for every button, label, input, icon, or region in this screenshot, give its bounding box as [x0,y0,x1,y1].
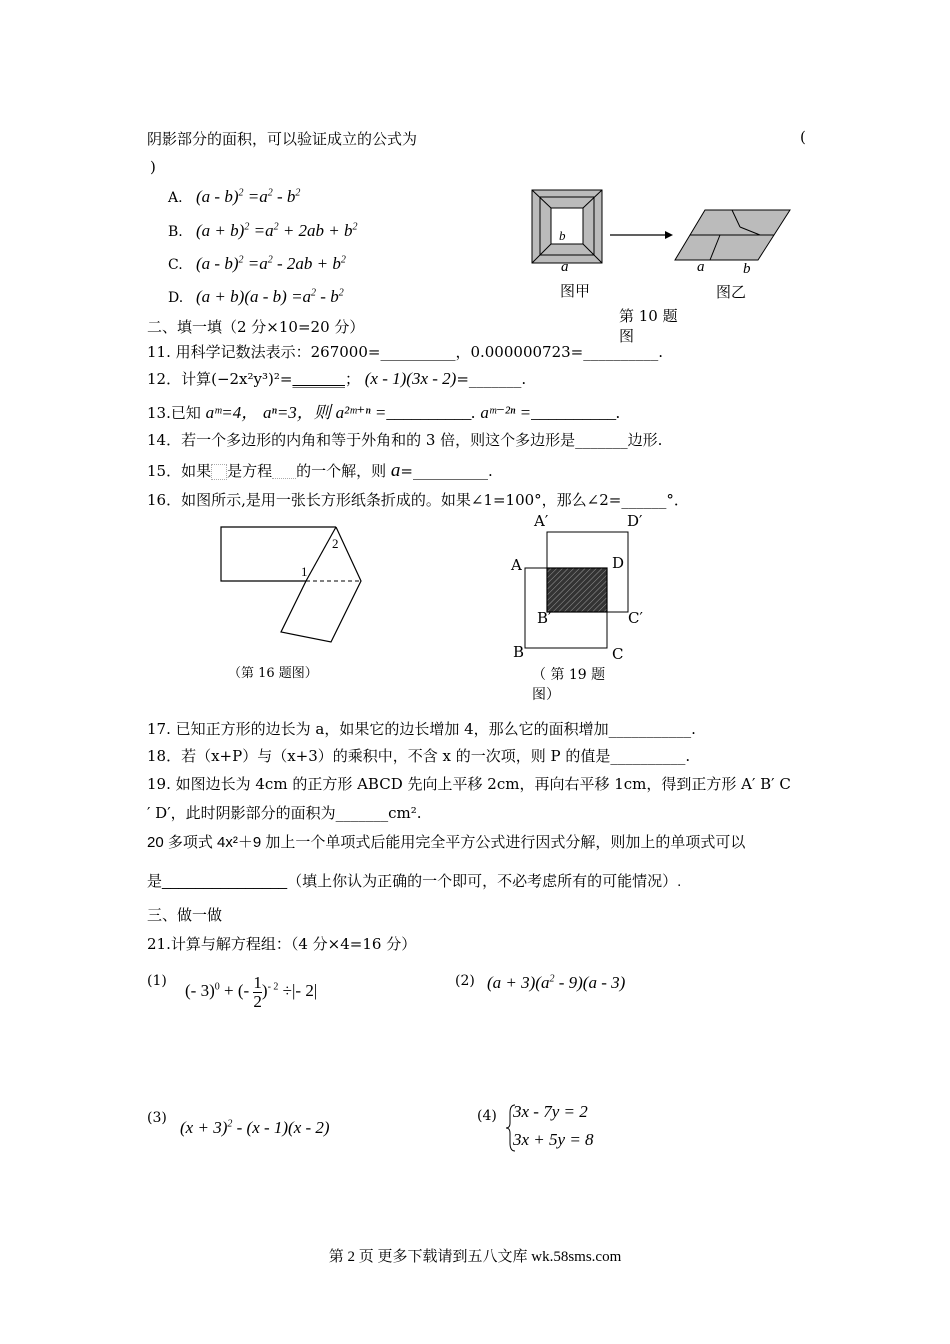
question-11: 11. 用科学记数法表示：267000=__________，0.000000723=__________. [147,343,663,361]
equation-image-placeholder [211,464,227,480]
section-2-heading: 二、填一填（2 分×10=20 分） [147,318,365,336]
q21-part4-label: (4) [477,1108,497,1124]
arrow-icon [665,231,673,239]
fig19-caption-line2: 图） [532,687,560,703]
fig16-caption: （第 16 题图） [228,666,318,681]
option-d-formula: $(a + b)(a - b) =a^2 - b^2$ [196,287,344,306]
option-b-label: B. [168,224,183,240]
q21-part4-eq1: 3x - 7y = 2 [513,1102,588,1121]
fig19-b-prime: B′ [537,609,552,627]
q21-part4-eq2: 3x + 5y = 8 [513,1130,594,1149]
fig19-c-prime: C′ [628,609,643,627]
question-17: 17. 已知正方形的边长为 a，如果它的边长增加 4，那么它的面积增加___________. [147,720,696,738]
option-b-formula: $(a + b)^2 =a^2 + 2ab + b^2$ [196,221,358,240]
fig19-caption-line1: （ 第 19 题 [532,667,606,683]
question-21-heading: 21.计算与解方程组：（4 分×4=16 分） [147,935,417,953]
fig19-d: D [612,554,625,572]
fig10-label-b-right: b [743,261,751,277]
q21-part3-label: (3) [147,1110,167,1126]
fig19-c: C [612,645,624,663]
question-15: 15．如果 是方程 的一个解，则 a=__________. [147,460,493,481]
fig19-d-prime: D′ [627,512,643,530]
q21-part2-expr: $(a + 3)(a^2 - 9)(a - 3)$ [487,973,626,992]
q21-part2-label: (2) [455,973,475,989]
fig10-caption-right: 图乙 [716,283,747,301]
question-20-line2: 是_______________（填上你认为正确的一个即可，不必考虑所有的可能情况）. [147,873,682,890]
paren-close: ) [150,158,156,176]
q21-part1-expr: (- 3)$^0$ + (- $\frac{1}{2}$ )$^{- 2}$ ÷|- 2| [185,973,318,1011]
question-16: 16．如图所示,是用一张长方形纸条折成的。如果∠1=100°，那么∠2=______°． [147,491,689,509]
option-a-formula: $(a - b)^2 =a^2 - b^2$ [196,187,301,206]
q21-part1-label: (1) [147,973,167,989]
fig10-label-b: b [559,228,566,243]
fig10-label-a-left: a [561,259,569,275]
shaded-overlap [547,568,607,612]
equation-image-placeholder-2 [272,466,296,479]
figure-16 [215,520,375,660]
fig19-a-prime: A′ [534,512,549,530]
option-a-label: A. [168,190,183,206]
option-c-label: C. [168,257,183,273]
question-13: 13.已知 aᵐ=4， aⁿ=3，则 a²ᵐ⁺ⁿ =__________. aᵐ⁻²ⁿ =__________. [147,403,621,422]
q21-part3-expr: $(x + 3)^2 - (x - 1)(x - 2)$ [180,1118,330,1137]
question-19-line2: ′ D′，此时阴影部分的面积为_______cm². [147,804,422,822]
fig10-title-line1: 第 10 题 [619,307,678,325]
fig10-caption-left: 图甲 [560,282,591,300]
section-3-heading: 三、做一做 [147,906,223,924]
fig10-title-line2: 图 [619,327,635,345]
inner-square [551,208,583,244]
question-19-line1: 19. 如图边长为 4cm 的正方形 ABCD 先向上平移 2cm，再向右平移 1cm，得到正方形 A′ B′ C [147,775,791,793]
fig16-angle-2: 2 [332,536,339,551]
paren-open: ( [800,128,806,146]
question-18: 18．若（x+P）与（x+3）的乘积中，不含 x 的一次项，则 P 的值是__________. [147,747,691,765]
page-footer: 第 2 页 更多下载请到五八文库 wk.58sms.com [328,1249,622,1265]
fig10-label-a-right: a [697,259,705,275]
figure-19 [515,525,655,665]
question-12: 12．计算(−2x²y³)²=_______； (x - 1)(3x - 2)=_______. [147,369,527,388]
option-c-formula: $(a - b)^2 =a^2 - 2ab + b^2$ [196,254,346,273]
question-20-line1: 20 多项式 4x²＋9 加上一个单项式后能用完全平方公式进行因式分解，则加上的单项式可以 [147,834,746,851]
intro-text: 阴影部分的面积，可以验证成立的公式为 [147,130,418,148]
option-d-label: D. [168,290,184,306]
question-14: 14．若一个多边形的内角和等于外角和的 3 倍，则这个多边形是_______边形. [147,431,663,449]
fig16-angle-1: 1 [301,564,308,579]
fig19-b: B [513,643,525,661]
fig19-a: A [511,556,522,574]
